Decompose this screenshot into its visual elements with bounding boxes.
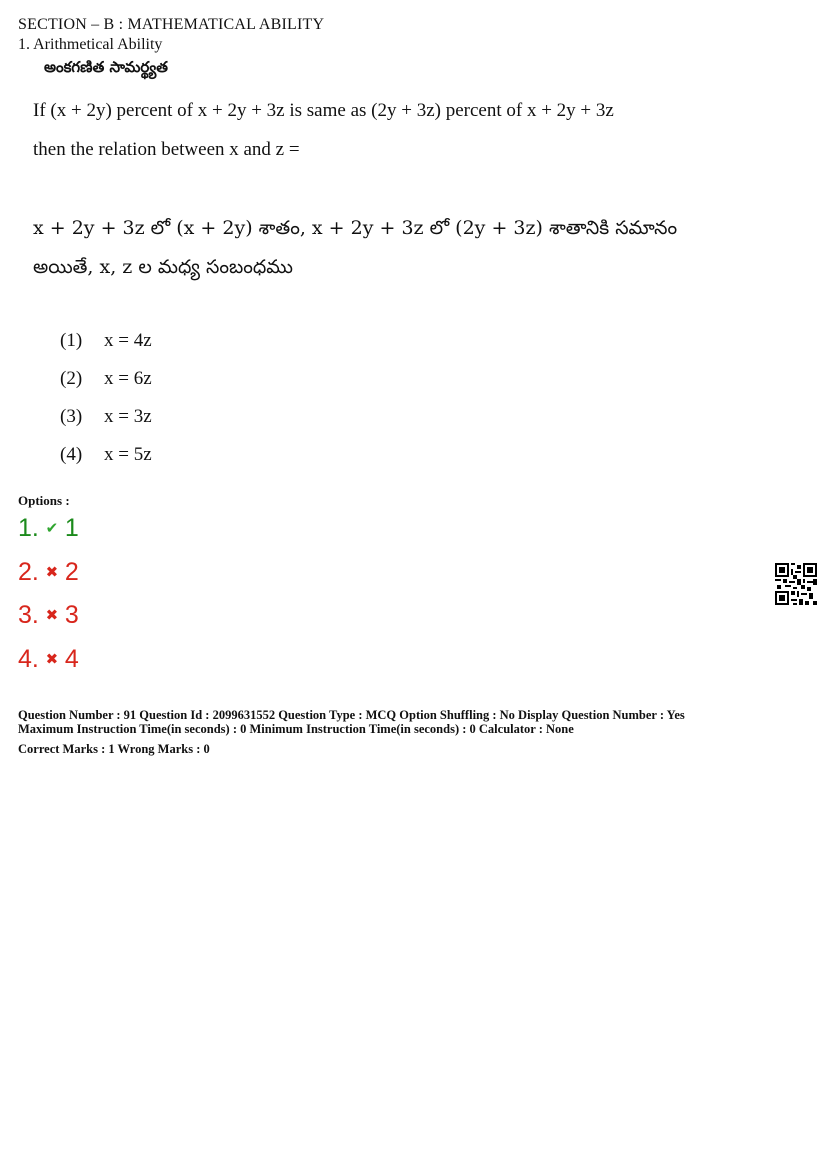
option-1 [18, 514, 79, 543]
question-text-telugu-line-1: x + 2y + 3z లో (x + 2y) శాతం, x + 2y + 3z లో (2y + 3z) శాతానికి సమానం [33, 217, 678, 239]
question-text-telugu-line-2: అయితే, x, z ల మధ్య సంబంధము [33, 256, 293, 278]
subsection-title: 1. Arithmetical Ability [18, 36, 163, 53]
choice-text: x = 4z [104, 330, 152, 351]
choice-2 [60, 368, 152, 390]
choice-number: (2) [60, 368, 83, 389]
option-4 [18, 645, 79, 674]
choice-number: (3) [60, 406, 83, 427]
subsection-title-telugu: అంకగణిత సామర్థ్యత [44, 58, 168, 76]
question-metadata-line-2: Maximum Instruction Time(in seconds) : 0 Minimum Instruction Time(in seconds) : 0 Calculator : None [18, 722, 574, 736]
choice-4 [60, 444, 152, 466]
choice-text: x = 3z [104, 406, 152, 427]
choice-3 [60, 406, 152, 428]
option-index: 2. [18, 558, 39, 586]
option-value: 4 [64, 645, 79, 673]
question-metadata-line-1: Question Number : 91 Question Id : 2099631552 Question Type : MCQ Option Shuffling : No Display Question Number : Yes [18, 708, 685, 722]
option-2 [18, 558, 79, 587]
cross-icon: ✖ [45, 607, 59, 624]
option-value: 1 [64, 514, 79, 542]
choice-text: x = 5z [104, 444, 152, 465]
check-icon: ✔ [45, 520, 59, 537]
choice-number: (1) [60, 330, 83, 351]
option-index: 1. [18, 514, 39, 542]
options-label: Options : [18, 493, 70, 508]
choice-1 [60, 330, 152, 352]
question-text-english-line-1: If (x + 2y) percent of x + 2y + 3z is same as (2y + 3z) percent of x + 2y + 3z [33, 100, 614, 121]
option-value: 3 [64, 601, 79, 629]
cross-icon: ✖ [45, 564, 59, 581]
qr-code-icon [775, 563, 817, 605]
option-index: 3. [18, 601, 39, 629]
option-3 [18, 601, 79, 630]
marks-info: Correct Marks : 1 Wrong Marks : 0 [18, 742, 210, 756]
section-title: SECTION – B : MATHEMATICAL ABILITY [18, 16, 325, 33]
question-text-english-line-2: then the relation between x and z = [33, 139, 300, 160]
choice-text: x = 6z [104, 368, 152, 389]
option-value: 2 [64, 558, 79, 586]
choice-number: (4) [60, 444, 83, 465]
option-index: 4. [18, 645, 39, 673]
cross-icon: ✖ [45, 651, 59, 668]
